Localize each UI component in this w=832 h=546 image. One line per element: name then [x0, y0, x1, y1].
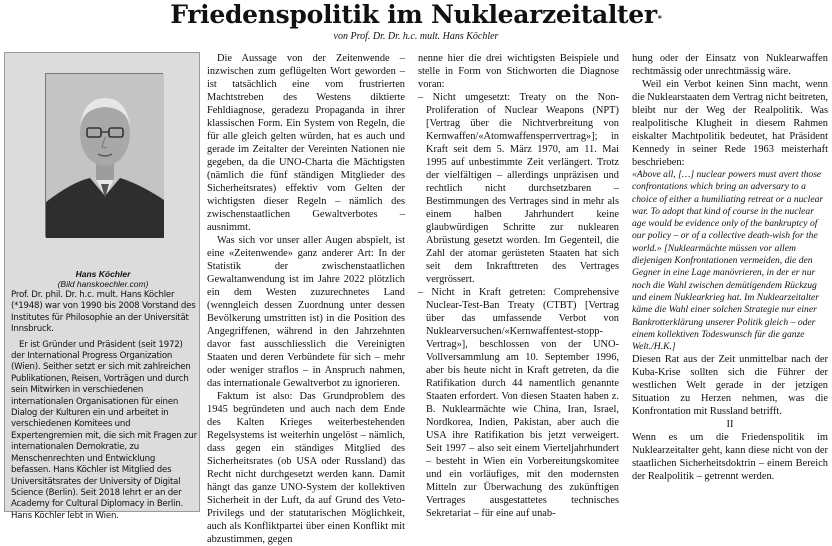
body-paragraph: Diesen Rat aus der Zeit unmittelbar nach der Kuba-Krise sollten sich die Führer der westlichen Welt gerade in der jetzigen Situation zu Herzen nehmen, was die Konfrontation mit Russland betrifft. [632, 354, 828, 418]
treaty-item: – Nicht in Kraft getreten: Comprehensive Nuclear-Test-Ban Treaty (CTBT) [Vertrag über das umfassende Verbot von Nuklearversuchen/«Kernwaffentest-stopp-Vertrag»], beschlossen von der UNO-Vollversammlung am 10. September 1996, aber bis heute nicht in Kraft getreten, da die Ratifikation durch 44 namentlich genannte Staaten erfordert. Von diesen Staaten haben z. B. Nuklearmächte wie China, Iran, Israel, Nordkorea, Indien, Pakistan, aber auch die USA ihre Ratifikation bis jetzt verweigert. Seit 1997 – also seit einem Vierteljahrhundert – besteht in Wien ein Vorbereitungskomitee und ein vorläufiges, mit den modernsten Mitteln zur Überwachung des zukünftigen Vertrages ausgestattetes technisches Sekretariat – für eine auf unab- [418, 287, 619, 519]
author-bio [11, 290, 197, 526]
title-footnote-mark: * [657, 13, 662, 23]
caption-name: Hans Köchler [75, 269, 131, 279]
author-photo [45, 73, 163, 237]
bio-paragraph: Prof. Dr. phil. Dr. h.c. mult. Hans Köchler (*1948) war von 1990 bis 2008 Vorstand des Institutes für Philosophie an der Universität Innsbruck. [11, 290, 196, 335]
section-heading: II [726, 419, 734, 431]
article-title: Friedenspolitik im Nuklearzeitalter* [170, 0, 662, 29]
body-paragraph: hung oder der Einsatz von Nuklearwaffen rechtmässig oder unrechtmässig wäre. [632, 53, 828, 77]
portrait-illustration [46, 74, 164, 238]
article-column-3 [632, 52, 828, 500]
article-column-2 [418, 52, 619, 519]
treaty-item: – Nicht umgesetzt: Treaty on the Non-Proliferation of Nuclear Weapons (NPT) [Vertrag über die Nichtverbreitung von Kernwaffen/«Atomwaffensperrvertrag»]; in Kraft seit dem 5. März 1970, am 11. Mai 1995 auf unbestimmte Zeit verlängert. Trotz der vielfältigen – allerdings unpräzisen und rechtlich nicht durchsetzbaren – Bestimmungen des Vertrages sind in mehr als einem halben Jahrhundert keine glaubwürdigen Schritte zur nuklearen Abrüstung gesetzt worden. Im Gegenteil, die Zahl der atomar gerüsteten Staaten hat sich seit dem Inkrafttreten des Vertrages vergrössert. [418, 92, 619, 285]
body-paragraph: Weil ein Verbot keinen Sinn macht, wenn die Nuklearstaaten dem Vertrag nicht beitreten, bleibt nur der Weg der Realpolitik. Was realpolitische Klugheit in diesem Rahmen eiskalter Machtpolitik bedeutet, hat Präsident Kennedy in seiner Rede 1963 meisterhaft beschrieben: [632, 79, 828, 168]
body-paragraph: Die Aussage von der Zeitenwende – inzwischen zum geflügelten Wort geworden – ist tatsächlich eine vom frustrierten Machtstreben des Westens diktierte Fehldiagnose, geradezu Propaganda in ihrer klassischen Form. Ein System von Regeln, die für alle gleich gelten würden, hat es auch und gerade im Zeitalter der Vereinten Nationen nie gegeben, da die UNO-Charta die Mächtigsten (nämlich die fünf ständigen Mitglieder des Sicherheitsrates) effektiv vom Gelten der wichtigsten dieser Regeln – nämlich des zwischenstaatlichen Gewaltverbotes – ausnimmt. [207, 53, 405, 233]
photo-caption [5, 269, 201, 289]
body-paragraph: Was sich vor unser aller Augen abspielt, ist eine «Zeitenwende» ganz anderer Art: In der Statistik der zwischenstaatlichen Gewaltanwendung ist im Jahre 2022 plötzlich ein dem Westen zuzurechnetes Land (wenngleich dessen Zuordnung unter dessen Bevölkerung umstritten ist) in die Position des Angegriffenen, während in den Jahrzehnten davor fast ausschliesslich die Vereinigten Staaten und deren Verbündete für sich – mehr oder weniger straflos – in Anspruch nahmen, das internationale Gewaltverbot zu ignorieren. [207, 235, 405, 389]
caption-credit: (Bild hanskoechler.com) [57, 279, 149, 289]
bio-paragraph: Er ist Gründer und Präsident (seit 1972) der International Progress Organization (Wien). Seither setzt er sich mit zahlreichen Publikationen, Reisen, Vorträgen und durch sein Mitwirken in verschiedenen internationalen Organisationen für einen Dialog der Kulturen ein und arbeitet in verschiedenen Komitees und Expertengremien mit, die sich mit Fragen zur internationalen Demokratie, zu Menschenrechten und Entwicklung befassen. Hans Köchler ist Mitglied des Universitätsrates der University of Digital Science (Berlin). Seit 2018 lehrt er an der Academy for Cultural Diplomacy in Berlin. Hans Köchler lebt in Wien. [11, 339, 198, 521]
article-column-1 [207, 52, 405, 545]
author-sidebar [4, 52, 200, 521]
author-byline: von Prof. Dr. Dr. h.c. mult. Hans Köchler [333, 31, 499, 42]
body-paragraph: Faktum ist also: Das Grundproblem des 1945 begründeten und auch nach dem Ende des Kalten Krieges weiterbestehenden Regelsystems ist weiterhin ungelöst – nämlich, dass gegen ein ständiges Mitglied des Sicherheitsrates (ob USA oder Russland) das Recht nicht durchgesetzt werden kann. Damit hängt das ganze UNO-System der kollektiven Sicherheit in der Luft, da auf Grund des Veto-Privilegs und der statutarischen Möglichkeit, auch als Konfliktpartei über einen Konflikt mit abzustimmen, gegen [207, 391, 405, 545]
body-paragraph: Wenn es um die Friedenspolitik im Nuklearzeitalter geht, kann diese nicht von der staatlichen Sicherheitsdoktrin – einem Bereich der Realpolitik – getrennt werden. [632, 432, 828, 483]
kennedy-quote: «Above all, […] nuclear powers must avert those confrontations which bring an adversary to a choice of either a humiliating retreat or a nuclear war. To adopt that kind of course in the nuclear age would be evidence only of the bankruptcy of our policy – or of a collective death-wish for the world.» [Nuklearmächte müssen vor allem diejenigen Konfrontationen vermeiden, die den Gegner in eine Lage manövrieren, in der er nur noch die Wahl zwischen demütigendem Rückzug und einem Nuklearkrieg hat. Im Nuklearzeitalter käme die Wahl einer solchen Strategie nur einer Bankrotterklärung unserer Politik gleich – oder einem kollektiven Todeswunsch für die ganze Welt./H.K.] [632, 169, 824, 353]
body-paragraph: nenne hier die drei wichtigsten Beispiele und stelle in Form von Stichworten die Diagnose voran: [418, 53, 619, 90]
